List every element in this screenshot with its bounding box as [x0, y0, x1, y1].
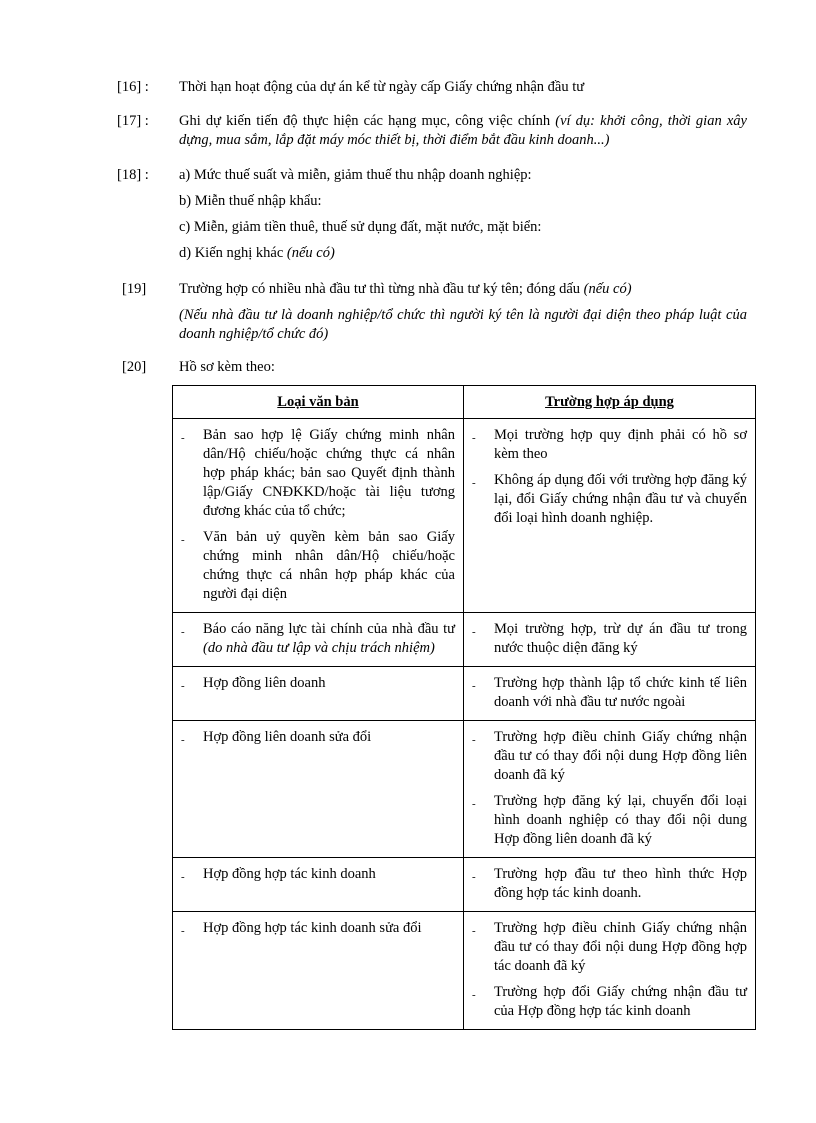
list-item: - Văn bản uỷ quyền kèm bản sao Giấy chứng minh nhân dân/Hộ chiếu/hoặc chứng thực cá nhân hợp pháp khác của người đại diện [181, 529, 455, 602]
document-type-cell [173, 667, 464, 721]
list-item: - Mọi trường hợp quy định phải có hồ sơ kèm theo [472, 427, 747, 462]
note-line: Trường hợp có nhiều nhà đầu tư thì từng nhà đầu tư ký tên; đóng dấu (nếu có) [179, 281, 632, 297]
note-number: [19] [122, 281, 147, 297]
list-item: - Không áp dụng đối với trường hợp đăng ký lại, đổi Giấy chứng nhận đầu tư và chuyển đổi loại hình doanh nghiệp. [472, 472, 747, 526]
note-line: d) Kiến nghị khác (nếu có) [179, 245, 335, 261]
document-type-cell [173, 613, 464, 667]
applicable-case-cell [464, 858, 756, 912]
list-item: - Bản sao hợp lệ Giấy chứng minh nhân dân/Hộ chiếu/hoặc chứng thực cá nhân hợp pháp khác; bản sao Quyết định thành lập/Giấy CNĐKKD/hoặc tài liệu tương đương khác của tổ chức; [181, 427, 455, 519]
note-line: (Nếu nhà đầu tư là doanh nghiệp/tổ chức thì người ký tên là người đại diện theo pháp luật của doanh nghiệp/tổ chức đó) [179, 307, 747, 342]
document-type-cell [173, 858, 464, 912]
table-row [173, 912, 756, 1030]
table-header-row [173, 386, 756, 419]
note-line: c) Miễn, giảm tiền thuê, thuế sử dụng đất, mặt nước, mặt biển: [179, 219, 542, 235]
list-item: - Trường hợp đổi Giấy chứng nhận đầu tư của Hợp đồng hợp tác kinh doanh [472, 984, 747, 1019]
column-header-document-type: Loại văn bản [173, 386, 464, 419]
column-header-applicable-case: Trường hợp áp dụng [464, 386, 756, 419]
list-item: - Hợp đồng liên doanh sửa đổi [181, 729, 372, 746]
applicable-case-cell [464, 419, 756, 613]
document-type-cell [173, 721, 464, 858]
list-item: - Hợp đồng hợp tác kinh doanh [181, 866, 376, 883]
note-number: [17] : [117, 113, 149, 129]
document-type-cell [173, 912, 464, 1030]
applicable-case-cell [464, 667, 756, 721]
document-type-cell [173, 419, 464, 613]
applicable-case-cell [464, 613, 756, 667]
note-number: [18] : [117, 167, 149, 183]
note-line: Ghi dự kiến tiến độ thực hiện các hạng mục, công việc chính (ví dụ: khởi công, thời gian xây dựng, mua sắm, lắp đặt máy móc thiết bị, thời điểm bắt đầu kinh doanh...) [179, 113, 747, 148]
list-item: - Báo cáo năng lực tài chính của nhà đầu tư (do nhà đầu tư lập và chịu trách nhiệm) [181, 621, 455, 656]
list-item: - Trường hợp đăng ký lại, chuyển đổi loại hình doanh nghiệp có thay đổi nội dung Hợp đồng liên doanh đã ký [472, 793, 747, 847]
list-item: - Hợp đồng liên doanh [181, 675, 326, 692]
note-number: [16] : [117, 79, 149, 95]
list-item: - Hợp đồng hợp tác kinh doanh sửa đổi [181, 920, 422, 937]
note-line: Hồ sơ kèm theo: [179, 359, 275, 375]
table-row [173, 419, 756, 613]
list-item: - Trường hợp đầu tư theo hình thức Hợp đồng hợp tác kinh doanh. [472, 866, 747, 901]
note-line: b) Miễn thuế nhập khẩu: [179, 193, 322, 209]
list-item: - Trường hợp điều chỉnh Giấy chứng nhận đầu tư có thay đổi nội dung Hợp đồng hợp tác doanh đã ký [472, 920, 747, 974]
note-line: Thời hạn hoạt động của dự án kể từ ngày cấp Giấy chứng nhận đầu tư [179, 79, 585, 95]
applicable-case-cell [464, 912, 756, 1030]
list-item: - Trường hợp điều chỉnh Giấy chứng nhận đầu tư có thay đổi nội dung Hợp đồng liên doanh đã ký [472, 729, 747, 783]
table-row [173, 613, 756, 667]
attachments-table [172, 385, 756, 1030]
table-row [173, 667, 756, 721]
note-line: a) Mức thuế suất và miễn, giảm thuế thu nhập doanh nghiệp: [179, 167, 532, 183]
applicable-case-cell [464, 721, 756, 858]
list-item: - Trường hợp thành lập tổ chức kinh tế liên doanh với nhà đầu tư nước ngoài [472, 675, 747, 710]
list-item: - Mọi trường hợp, trừ dự án đầu tư trong nước thuộc diện đăng ký [472, 621, 747, 656]
table-row [173, 721, 756, 858]
note-number: [20] [122, 359, 147, 375]
table-row [173, 858, 756, 912]
